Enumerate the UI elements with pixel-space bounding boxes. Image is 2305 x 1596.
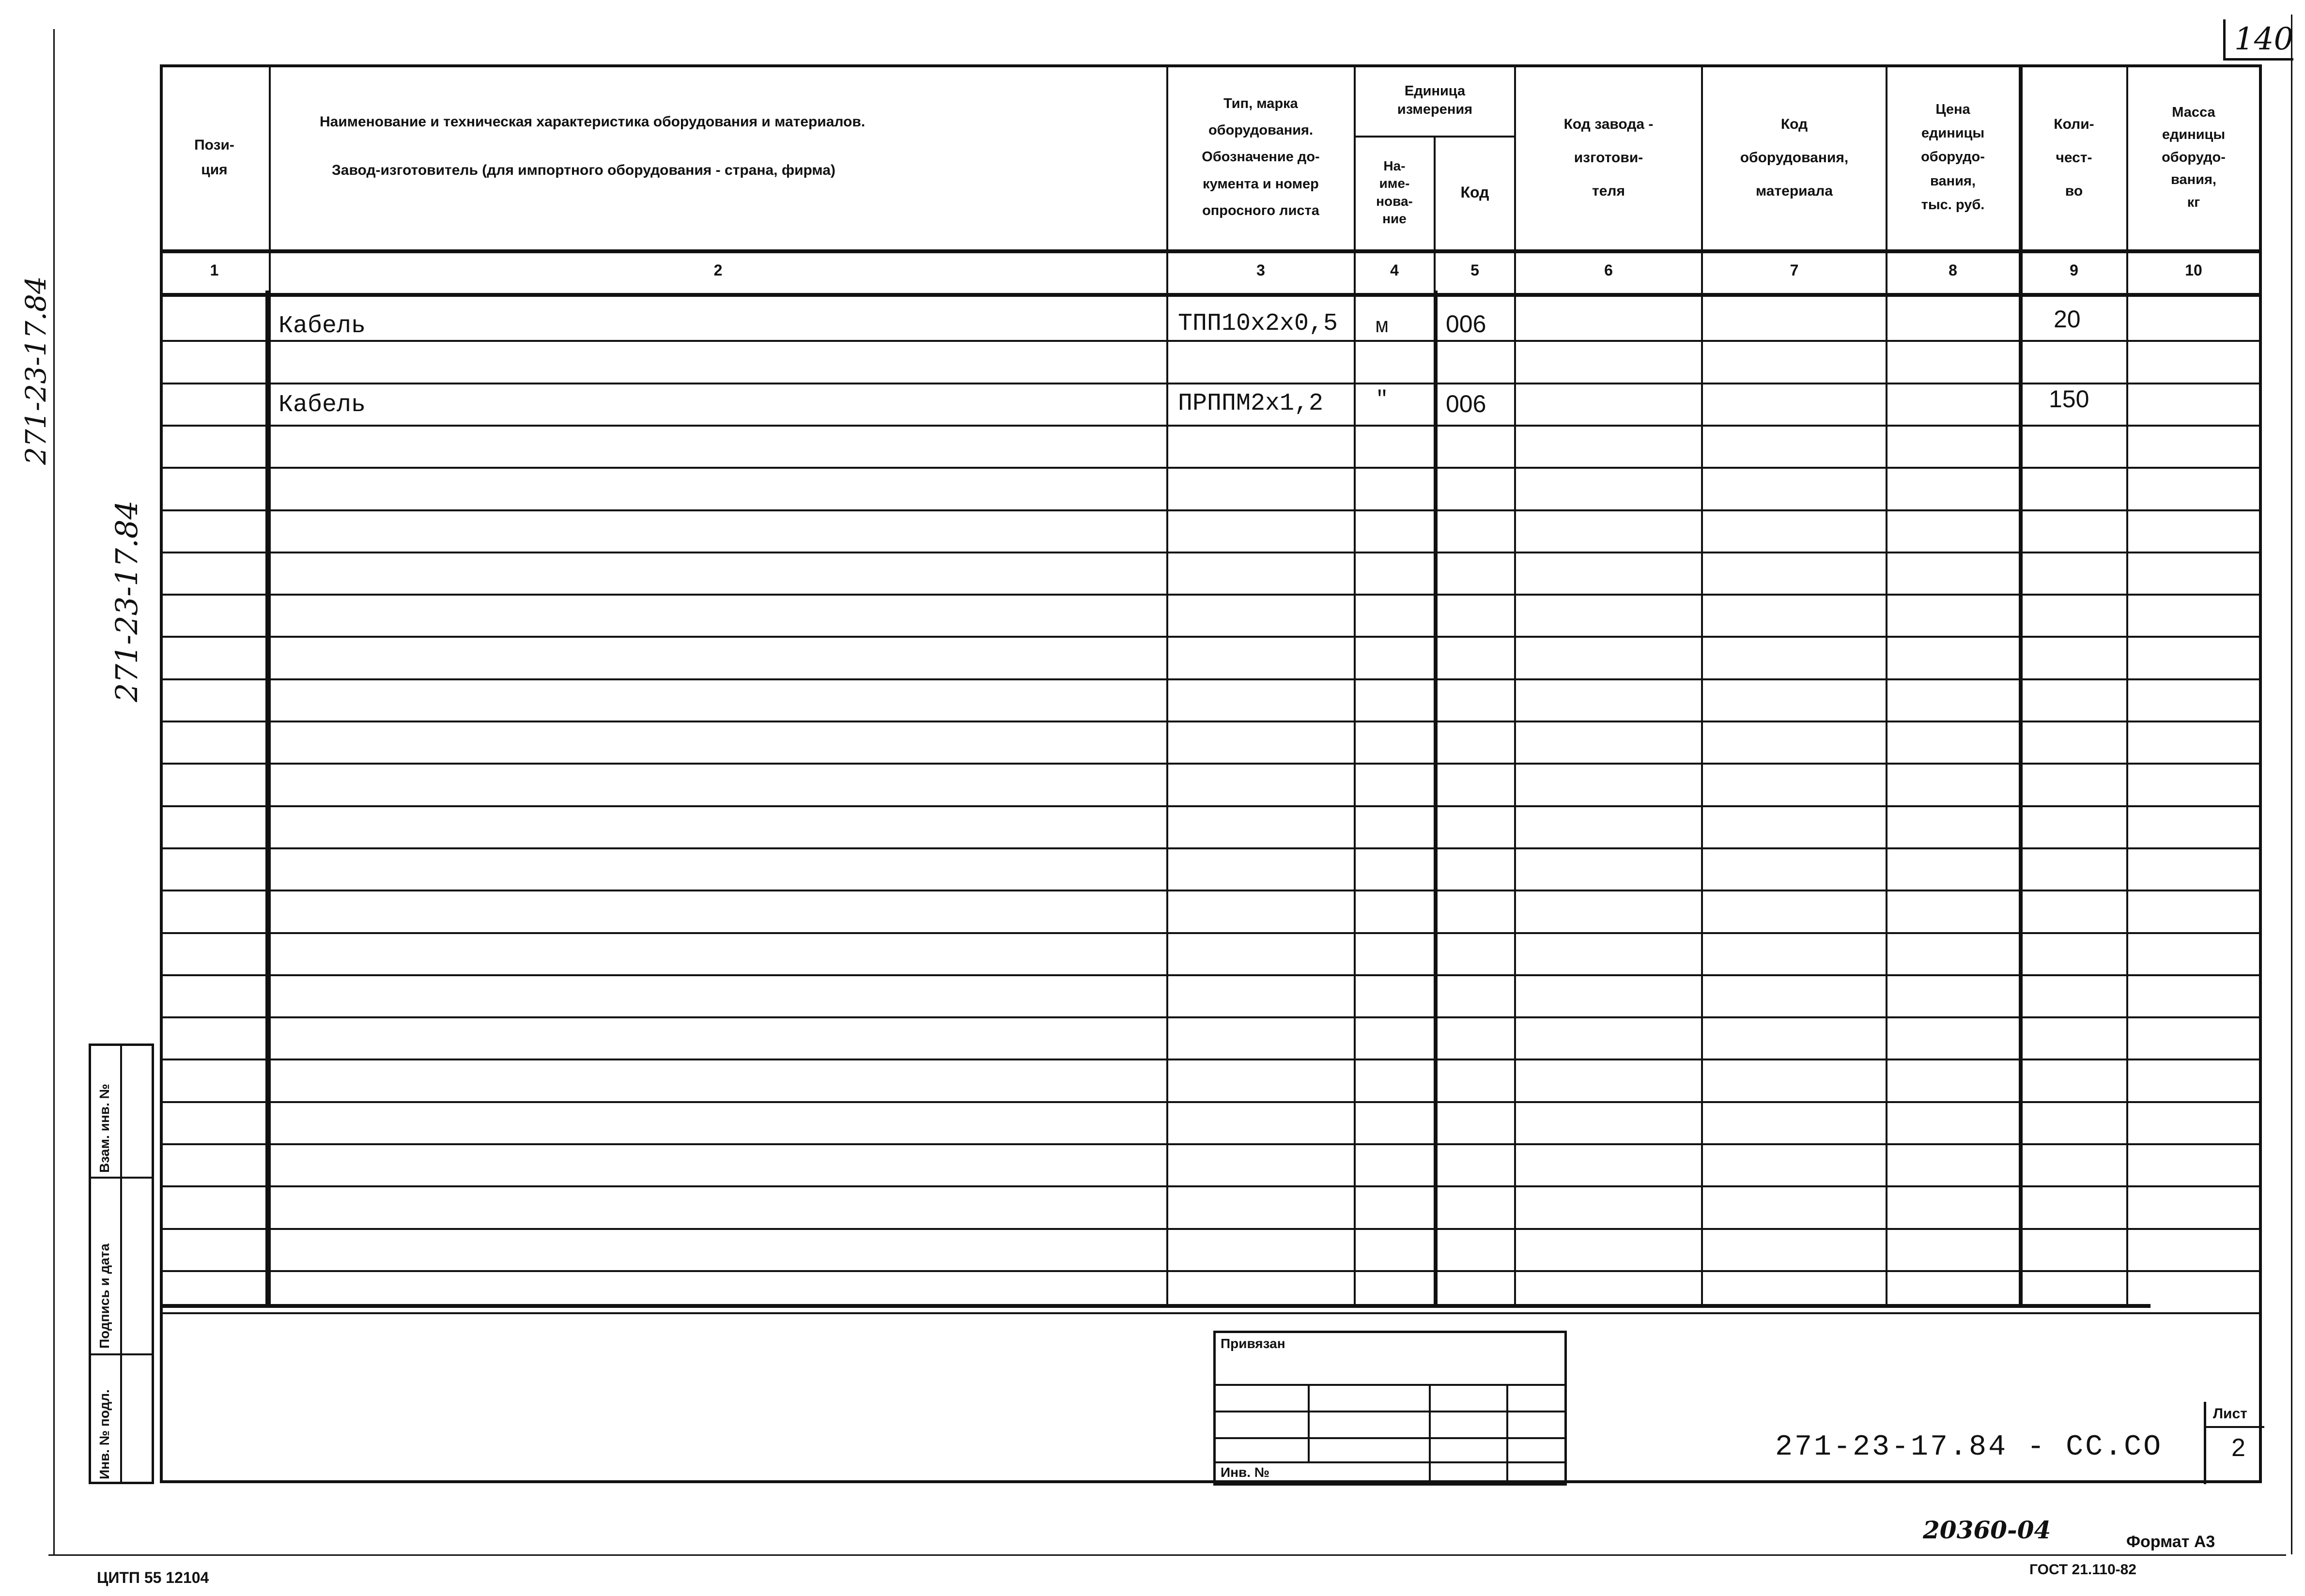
bottom-left-code: ЦИТП 55 12104: [97, 1569, 209, 1586]
row-2-code: 006: [1446, 390, 1486, 417]
table-row-line: [160, 1059, 2262, 1060]
bound-stamp: [1213, 1331, 1567, 1486]
table-row-line: [160, 763, 2262, 765]
table-row-line: [160, 425, 2262, 427]
row-1-name: Кабель: [278, 312, 366, 340]
col-number-5: 5: [1470, 261, 1479, 279]
col-number-3: 3: [1256, 261, 1265, 279]
header-name: [271, 68, 1165, 247]
header-type: Тип, марка оборудования. Обозначение до- кумента и номер опросного листа: [1202, 96, 1320, 218]
row-2-name: Кабель: [278, 391, 366, 419]
header-unit-name: На- име- нова- ние: [1376, 158, 1413, 226]
table-row-line: [160, 552, 2262, 553]
row-1-code: 006: [1446, 310, 1486, 338]
row-2-qty: 150: [2049, 385, 2089, 413]
header-factory-code: Код завода - изготови- теля: [1563, 116, 1654, 199]
table-row-line: [160, 340, 2262, 342]
col-number-1: 1: [210, 261, 219, 279]
header-quantity: Коли- чест- во: [2054, 116, 2094, 199]
table-row-line: [160, 890, 2262, 891]
table-row-line: [160, 1101, 2262, 1103]
col-number-8: 8: [1949, 261, 1957, 279]
doc-code-margin-top: 271-23-17.84: [19, 276, 52, 465]
table-row-line: [160, 721, 2262, 722]
table-row-line: [160, 1228, 2262, 1230]
table-row-line: [160, 509, 2262, 511]
side-replace-label: Взам. инв. №: [97, 1084, 112, 1173]
page-number-text: 140: [2234, 21, 2294, 57]
row-2-unit: ": [1376, 387, 1389, 412]
table-row-line: [160, 594, 2262, 596]
doc-code-margin-mid: 271-23-17.84: [109, 500, 144, 702]
row-2-type: ПРППМ2х1,2: [1178, 390, 1324, 417]
bound-label: Привязан: [1221, 1336, 1285, 1351]
table-row-line: [160, 974, 2262, 976]
header-mass: Масса единицы оборудо- вания, кг: [2162, 105, 2226, 210]
bottom-number: 20360-04: [1923, 1516, 2051, 1544]
inv-label: Инв. №: [1221, 1465, 1270, 1480]
table-row-line: [160, 1143, 2262, 1145]
col-number-2: 2: [713, 261, 723, 279]
table-row-line: [160, 383, 2262, 384]
table-row-line: [160, 1016, 2262, 1018]
sheet-box: [2204, 1402, 2264, 1484]
table-row-line: [160, 1312, 2262, 1314]
table-row-line: [160, 1270, 2262, 1272]
table-row-line: [160, 678, 2262, 680]
header-name-line2: Завод-изготовитель (для импортного оборудования - страна, фирма): [332, 162, 835, 178]
stamp-code: 271-23-17.84 - CC.CO: [1775, 1431, 2163, 1464]
header-unit: Единица измерения: [1397, 83, 1473, 117]
table-row-line: [160, 932, 2262, 934]
table-row-line: [160, 636, 2262, 638]
col-number-6: 6: [1604, 261, 1613, 279]
side-stamp: [89, 1044, 154, 1484]
sheet-label: Лист: [2213, 1406, 2247, 1422]
page-number: [2223, 19, 2293, 61]
col-number-4: 4: [1390, 261, 1399, 279]
header-equipment-code: Код оборудования, материала: [1740, 116, 1849, 199]
header-position: Пози- ция: [194, 137, 234, 178]
col-number-10: 10: [2185, 261, 2202, 279]
table-row-line: [160, 847, 2262, 849]
bottom-format: Формат А3: [2126, 1533, 2215, 1551]
sheet-number: 2: [2231, 1434, 2245, 1462]
col-number-7: 7: [1790, 261, 1799, 279]
table-row-line: [160, 467, 2262, 469]
header-price: Цена единицы оборудо- вания, тыс. руб.: [1921, 101, 1985, 213]
row-1-unit: м: [1376, 315, 1389, 339]
row-1-qty: 20: [2054, 306, 2081, 333]
side-sign-label: Подпись и дата: [97, 1243, 112, 1349]
side-inv-label: Инв. № подл.: [97, 1389, 112, 1479]
table-row-line: [160, 1185, 2262, 1187]
col-number-9: 9: [2070, 261, 2078, 279]
row-1-type: ТПП10х2х0,5: [1178, 310, 1338, 338]
header-unit-code: Код: [1460, 184, 1489, 201]
bottom-gost: ГОСТ 21.110-82: [2029, 1562, 2136, 1578]
header-name-line1: Наименование и техническая характеристика оборудования и материалов.: [320, 114, 866, 130]
table-row-line: [160, 805, 2262, 807]
